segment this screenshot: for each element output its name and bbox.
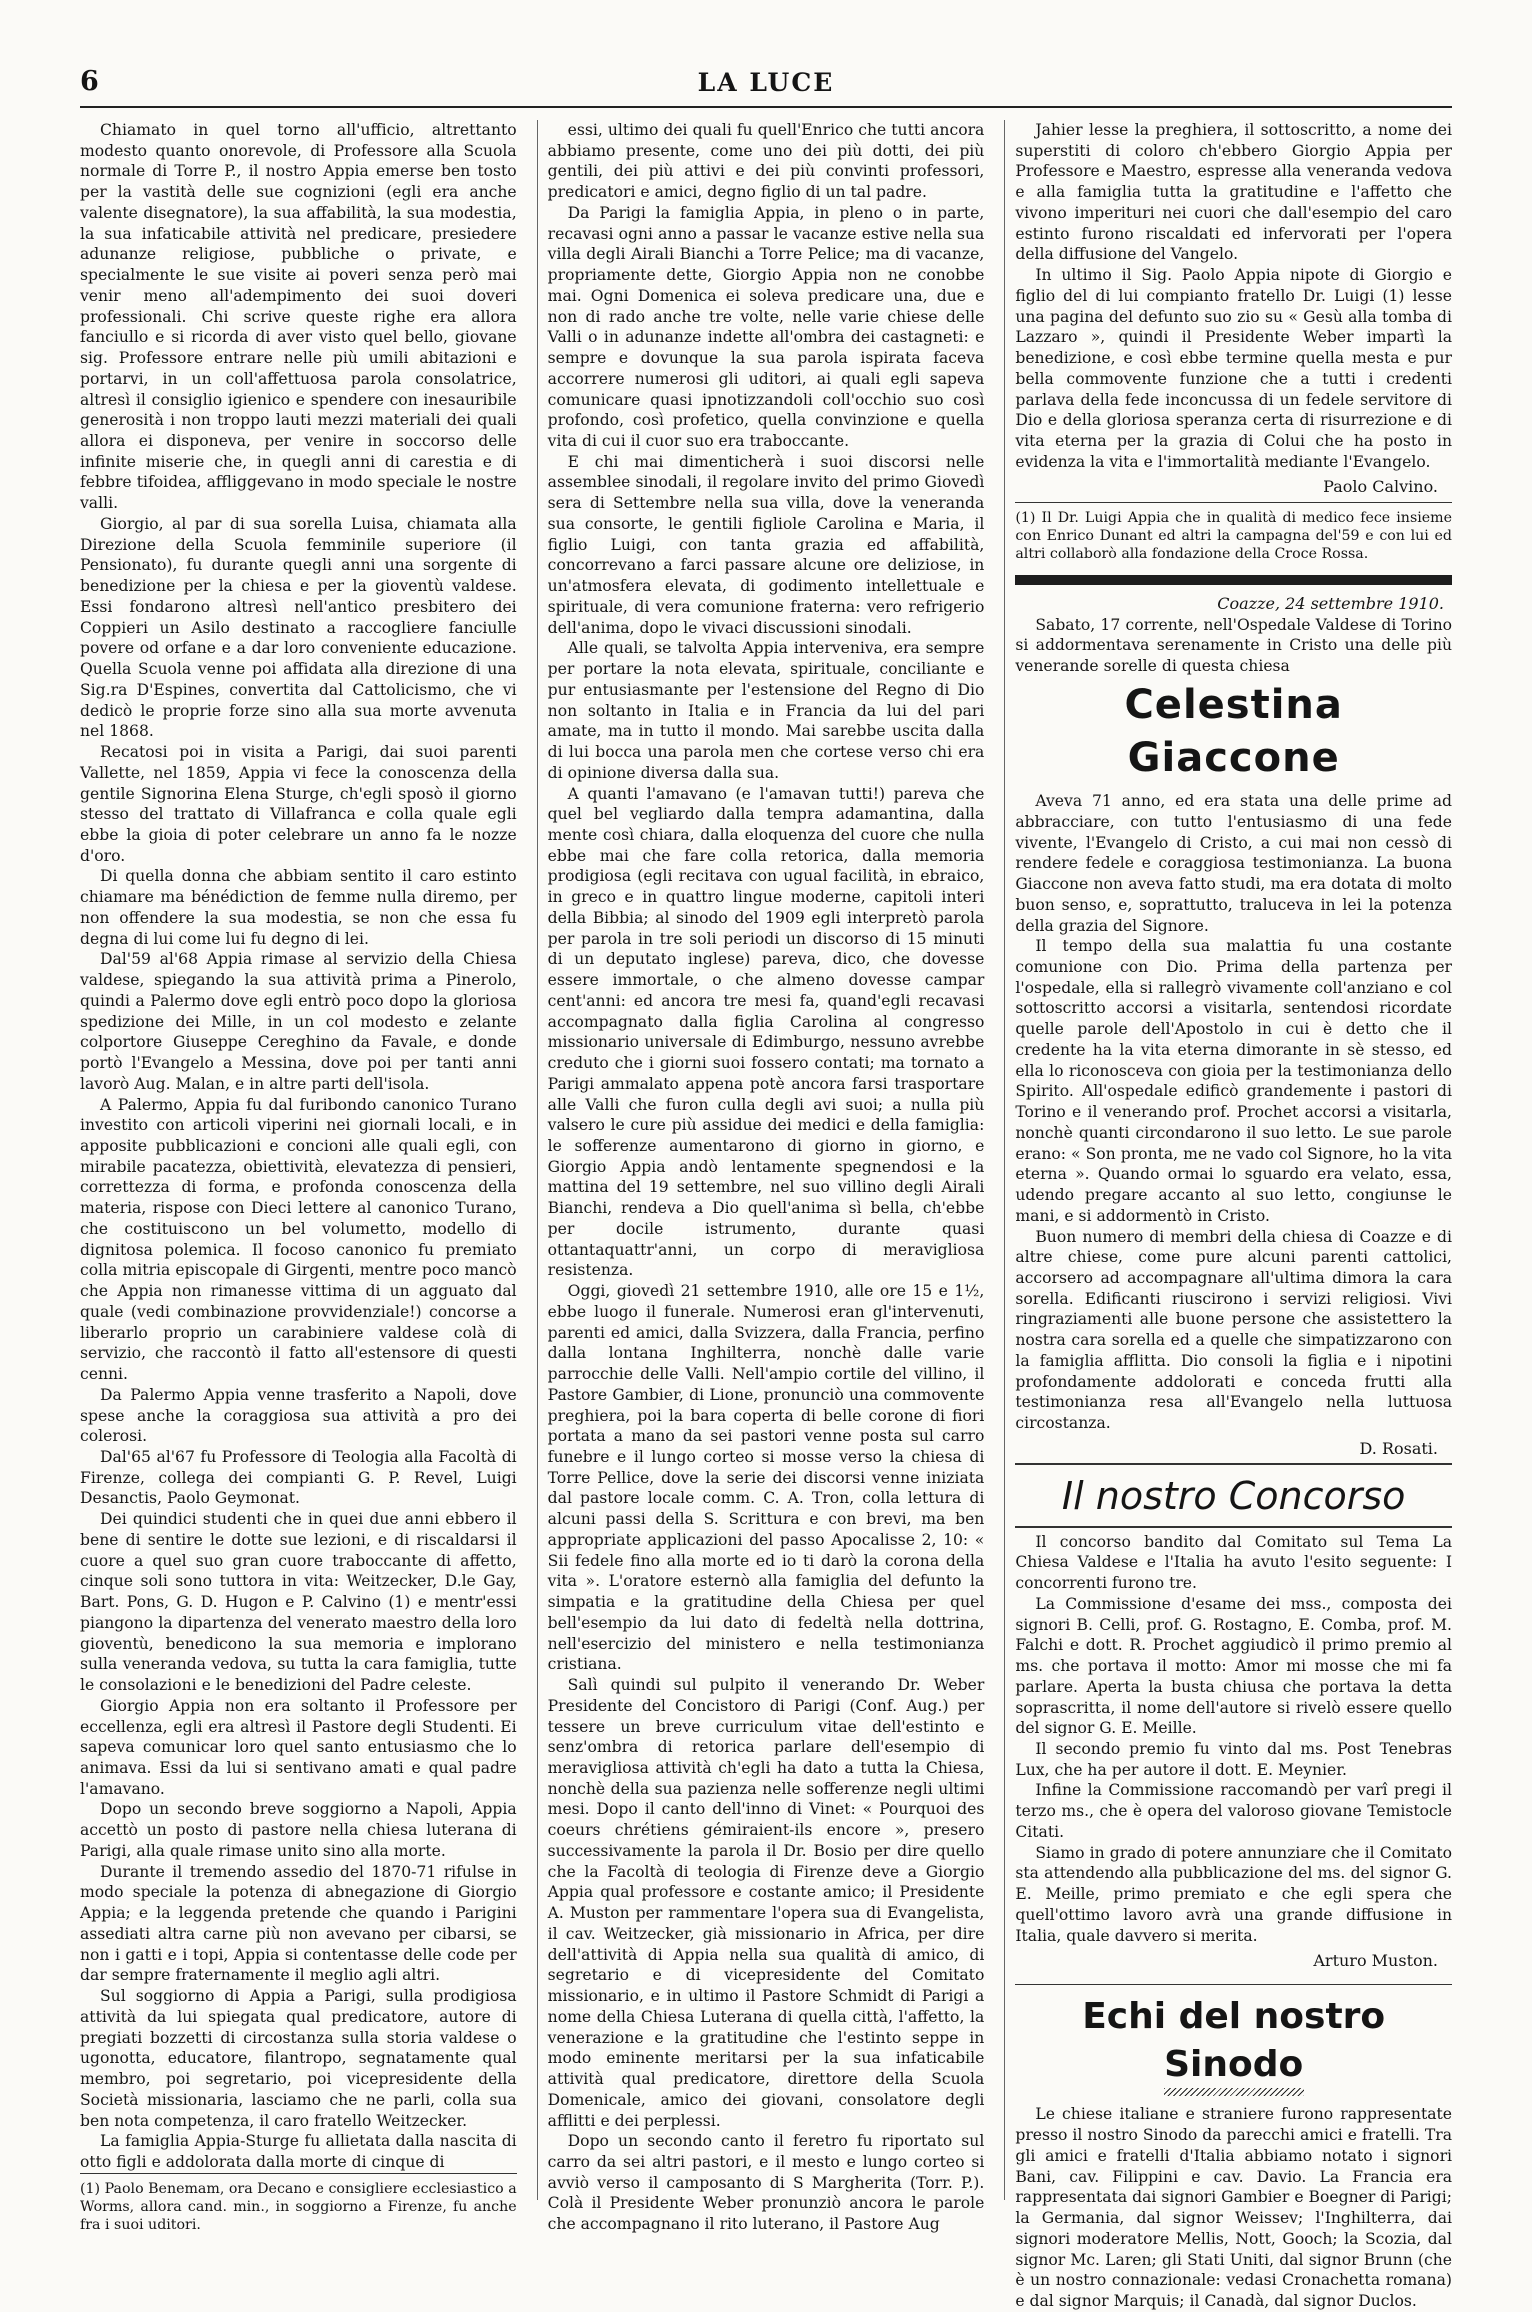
section-divider — [1015, 1984, 1452, 1985]
paragraph: Dei quindici studenti che in quei due anni ebbero il bene di sentire le dotte sue lezioni, e di riscaldarsi il cuore a quel suo gran cuore traboccante di affetto, cinque soli sono tuttora in vita: Weitzecker, D.le Gay, Bart. Pons, G. D. Hugon e P. Calvino (1) e mentr'essi piangono la dipartenza del venerato maestro della loro gioventù, benedicono la sua memoria e implorano sulla veneranda vedova, su tutta la cara famiglia, tutte le consolazioni e le benedizioni del Padre celeste. — [80, 1510, 517, 1695]
section-divider — [1015, 575, 1452, 585]
signature: Arturo Muston. — [1313, 1951, 1439, 1971]
obituary-name: Celestina Giaccone — [1124, 681, 1343, 781]
paragraph: essi, ultimo dei quali fu quell'Enrico che tutti ancora abbiamo presente, come uno dei più dotti, dei più gentili, dei più attivi e dei più convinti professori, predicatori e amici, degno figlio di un tal padre. — [547, 121, 985, 202]
paragraph: Alle quali, se talvolta Appia interveniva, era sempre per portare la nota elevata, spirituale, conciliante e pur entusiasmante per l'estensione del Regno di Dio non soltanto in Italia e in Francia da lui del pari amate, ma in tutto il mondo. Mai sarebbe uscita dalla di lui bocca una parola men che cortese verso chi era di opinione diversa dalla sua. — [547, 639, 985, 782]
obituary-dateline: Coazze, 24 settembre 1910. — [1217, 594, 1445, 614]
paragraph: A quanti l'amavano (e l'amavan tutti!) pareva che quel bel vegliardo dalla tempra adamantina, dalla mente così chiara, dalla eloquenza del cuore che nulla ebbe mai che fare colla retorica, dalla memoria prodigiosa (egli recitava con ugual facilità, in ebraico, in greco e in quattro lingue moderne, capitoli interi della Bibbia; al sinodo del 1909 egli interpretò parola per parola in tre soli periodi un discorso di 15 minuti di un deputato inglese) pareva, dico, che dovesse essere immortale, o che almeno dovesse campar cent'anni: ed ancora tre mesi fa, quand'egli recavasi accompagnato dalla figlia Carolina al congresso missionario universale di Edimburgo, nessuno avrebbe creduto che i giorni suoi fossero contati; ma tornato a Parigi ammalato appena potè ancora farsi trasportare alle Valli che furon culla degli avi suoi; a nulla più valsero le cure più assidue dei medici e della famiglia: le sofferenze aumentarono di giorno in giorno, e Giorgio Appia andò lentamente spegnendosi e la mattina del 19 settembre, nel suo villino degli Airali Bianchi, rendeva a Dio quell'anima sì bella, ch'ebbe per docile istrumento, durante quasi ottantaquattr'anni, un corpo di meravigliosa resistenza. — [547, 784, 985, 1280]
obituary-intro: Sabato, 17 corrente, nell'Ospedale Valdese di Torino si addormentava serenamente in Cristo una delle più venerande sorelle di questa chiesa — [1015, 615, 1453, 675]
section-title: Il nostro Concorso — [1061, 1474, 1406, 1519]
paragraph: Dal'65 al'67 fu Professore di Teologia alla Facoltà di Firenze, collega dei compianti G. P. Revel, Luigi Desanctis, Paolo Geymonat. — [80, 1448, 517, 1508]
page-number: 6 — [80, 66, 99, 97]
paragraph: Dal'59 al'68 Appia rimase al servizio della Chiesa valdese, spiegando la sua attività prima a Pinerolo, quindi a Palermo dove egli entrò poco dopo la gloriosa spedizione dei Mille, in un col modesto e zelante colportore Giuseppe Cereghino da Favale, e donde portò l'Evangelo a Messina, dove poi per tanti anni lavorò Aug. Malan, e in altre parti dell'isola. — [80, 950, 517, 1093]
paragraph: Dopo un secondo breve soggiorno a Napoli, Appia accettò un posto di pastore nella chiesa luterana di Parigi, alla quale rimase unito sino alla morte. — [80, 1800, 517, 1860]
paragraph: Le chiese italiane e straniere furono rappresentate presso il nostro Sinodo da parecchi amici e fratelli. Tra gli amici e fratelli d'Italia abbiamo notato i signori Bani, cav. Filippini e cav. Davio. La Francia era rappresentata dai signori Gambier e Boegner di Parigi; la Germania, dal signor Weissev; l'Inghilterra, dai signori moderatore Mellis, Nott, Gooch; la Scozia, dal signor Mc. Laren; gli Stati Uniti, dal signor Brunn (che è un nostro connazionale: vedasi Cronachetta romana) e dal signor Marquis; il Canadà, dal signor Duclos. — [1015, 2105, 1453, 2310]
section-title: Echi del nostro Sinodo — [1082, 1995, 1386, 2085]
paragraph: Infine la Commissione raccomandò per varî pregi il terzo ms., che è opera del valoroso giovane Temistocle Citati. — [1015, 1781, 1453, 1841]
wavy-ornament — [1164, 2088, 1304, 2096]
page-header — [80, 62, 1452, 108]
paragraph: Jahier lesse la preghiera, il sottoscritto, a nome dei superstiti di coloro ch'ebbero Giorgio Appia per Professore e Maestro, espresse alla veneranda vedova e alla famiglia tutta la gratitudine e l'affetto che vivono imperituri nei cuori che dall'esempio del caro estinto furono riscaldati ed infervorati per l'opera della diffusione del Vangelo. — [1015, 121, 1453, 264]
paragraph: A Palermo, Appia fu dal furibondo canonico Turano investito con articoli viperini nei giornali locali, e in apposite pubblicazioni e concioni alle quali egli, con mirabile pacatezza, obiettività, elevatezza di pensieri, correttezza di forma, e profonda conoscenza della materia, rispose con Dieci lettere al canonico Turano, che costituiscono un bel volumetto, modello di dignitosa polemica. Il focoso canonico fu premiato colla mitria episcopale di Girgenti, mentre poco mancò che Appia non rimanesse vittima di un agguato dal quale (vedi combinazione provvidenziale!) concorse a liberarlo proprio un carabiniere valdese colà di servizio, che raccontò il fatto all'estensore di questi cenni. — [80, 1095, 517, 1384]
signature: D. Rosati. — [1359, 1438, 1439, 1458]
paragraph: Il tempo della sua malattia fu una costante comunione con Dio. Prima della partenza per l'ospedale, ella si rallegrò vivamente coll'anziano e col sottoscritto accorsi a visitarla, sentendosi ricordate quelle parole dell'Apostolo in cui è detto che il credente ha la vita eterna dimorante in sè stesso, ed ella lo riconosceva con gioia per la testimonianza dello Spirito. All'ospedale edificò grandemente i pastori di Torino e il venerando prof. Prochet accorsi a visitarla, nonchè quanti circondarono il suo letto. Le sue parole erano: « Son pronta, me ne vado col Signore, ho la vita eterna ». Quando ormai lo sguardo era velato, essa, udendo pregare accanto al suo letto, congiunse le mani, e si addormentò in Cristo. — [1015, 937, 1453, 1225]
paragraph: Salì quindi sul pulpito il venerando Dr. Weber Presidente del Concistoro di Parigi (Conf. Aug.) per tessere un breve curriculum vitae dell'estinto e senz'ombra di retorica parlare dell'esempio di meravigliosa attività ch'egli ha dato a tutta la Chiesa, nonchè della sua pazienza nelle sofferenze negli ultimi mesi. Dopo il canto dell'inno di Vinet: « Pourquoi des coeurs chrétiens gémiraient-ils encore », presero successivamente la parola il Dr. Bosio per dire quello che la Facoltà di teologia di Firenze deve a Giorgio Appia qual professore e costante amico; il Presidente A. Muston per rammentare l'opera sua di Evangelista, il cav. Weitzecker, già missionario in Africa, per dire dell'attività di Appia nella sua qualità di amico, di segretario e di vicepresidente del Comitato missionario, e in ultimo il Pastore Schmidt di Parigi a nome della Chiesa Luterana di quella città, l'affetto, la venerazione e la gratitudine che l'estinto seppe in modo eminente meritarsi per la sua infaticabile attività qual predicatore, direttore della Scuola Domenicale, amico dei giovani, consolatore degli afflitti e dei perplessi. — [547, 1676, 985, 2130]
footnote: (1) Paolo Benemam, ora Decano e consigliere ecclesiastico a Worms, allora cand. min., in soggiorno a Firenze, fu anche fra i suoi uditori. — [80, 2173, 517, 2235]
paragraph: Di quella donna che abbiam sentito il caro estinto chiamare ma bénédiction de femme nulla diremo, per non offendere la sua modestia, se non che essa fu degna di lui come lui fu degno di lei. — [80, 867, 517, 948]
paragraph: Siamo in grado di potere annunziare che il Comitato sta attendendo alla pubblicazione del ms. del signor G. E. Meille, primo premiato e che egli spera che quell'ottimo lavoro avrà una grande diffusione in Italia, quale davvero si merita. — [1015, 1843, 1453, 1945]
paragraph: La famiglia Appia-Sturge fu allietata dalla nascita di otto figli e addolorata dalla morte di cinque di — [80, 2132, 517, 2171]
paragraph: Giorgio Appia non era soltanto il Professore per eccellenza, egli era altresì il Pastore degli Studenti. Ei sapeva comunicar loro quel santo entusiasmo che lo animava. Essi da lui si sentivano amati e qual padre l'amavano. — [80, 1696, 517, 1798]
paragraph: Dopo un secondo canto il feretro fu riportato sul carro da sei altri pastori, e il mesto e lungo corteo si avviò verso il camposanto di S Margherita (Torr. P.). Colà il Presidente Weber pronunziò ancora le parole che accompagnano il rito luterano, il Pastore Aug — [547, 2132, 985, 2234]
paragraph: Da Palermo Appia venne trasferito a Napoli, dove spese anche la coraggiosa sua attività a pro dei colerosi. — [80, 1385, 517, 1446]
columns — [80, 120, 1453, 2310]
section-divider — [1015, 1463, 1452, 1465]
paragraph: La Commissione d'esame dei mss., composta dei signori B. Celli, prof. G. Rostagno, E. Comba, prof. M. Falchi e dott. R. Prochet aggiudicò il primo premio al ms. che portava il motto: Amor mi mosse che mi fa parlare. Aperta la busta chiusa che portava la detta soprascritta, il nome dell'autore si rivelò essere quello del signor G. E. Meille. — [1015, 1594, 1453, 1738]
masthead-title: LA LUCE — [697, 68, 835, 97]
signature: Paolo Calvino. — [1323, 477, 1439, 497]
footnote: (1) Il Dr. Luigi Appia che in qualità di medico fece insieme con Enrico Dunant ed altri la campagna del'59 e con lui ed altri collaborò alla fondazione della Croce Rossa. — [1015, 502, 1452, 564]
column-3 — [1004, 120, 1453, 2310]
column-1 — [80, 120, 517, 2234]
paragraph: Il concorso bandito dal Comitato sul Tema La Chiesa Valdese e l'Italia ha avuto l'esito seguente: I concorrenti furono tre. — [1015, 1532, 1453, 1593]
paragraph: E chi mai dimenticherà i suoi discorsi nelle assemblee sinodali, il regolare invito del primo Giovedì sera di Settembre nella sua villa, dove la veneranda sua consorte, le gentili figliole Carolina e Maria, il figlio Luigi, con tanta grazia ed affabilità, concorrevano a farci passare alcune ore deliziose, in un'atmosfera elevata, di godimento intellettuale e spirituale, di vera comunione fraterna: vero refrigerio dell'anima, dopo le vivaci discussioni sinodali. — [547, 452, 985, 637]
paragraph: In ultimo il Sig. Paolo Appia nipote di Giorgio e figlio del di lui compianto fratello Dr. Luigi (1) lesse una pagina del defunto suo zio su « Gesù alla tomba di Lazzaro », quindi il Presidente Weber impartì la benedizione, e così ebbe termine quella mesta e pur bella commovente funzione che a tutti i credenti parlava della fede inconcussa di un fedele servitore di Dio e della gloriosa speranza certa di risurrezione e di vita eterna per la grazia di Colui che ha posto in evidenza la vita e l'immortalità mediante l'Evangelo. — [1015, 266, 1453, 471]
paragraph: Giorgio, al par di sua sorella Luisa, chiamata alla Direzione della Scuola femminile superiore (il Pensionato), fu durante quegli anni una sorgente di benedizione per la chiesa e per la gioventù valdese. Essi fondarono altresì nell'antico presbitero dei Coppieri un Asilo destinato a raccogliere fanciulle povere od orfane e a dar loro conveniente educazione. Quella Scuola venne poi affidata alla direzione di una Sig.ra D'Espines, convertita dal Cattolicismo, che vi dedicò le proprie forze sino alla sua morte avvenuta nel 1868. — [80, 514, 517, 741]
paragraph: Durante il tremendo assedio del 1870-71 rifulse in modo speciale la potenza di abnegazione di Giorgio Appia; e la leggenda pretende che quando i Parigini assediati altra carne più non avevano per cibarsi, se non i gatti e i topi, Appia si contentasse delle code per dar sempre fraternamente il meglio agli altri. — [80, 1862, 517, 1985]
paragraph: Sul soggiorno di Appia a Parigi, sulla prodigiosa attività da lui spiegata qual predicatore, autore di pregiati bozzetti di circostanza sulla storia valdese o ugonotta, educatore, filantropo, segnatamente qual membro, poi segretario, poi vicepresidente della Società missionaria, lasciamo che ne parli, colla sua ben nota competenza, il caro fratello Weitzecker. — [80, 1987, 517, 2130]
paragraph: Da Parigi la famiglia Appia, in pleno o in parte, recavasi ogni anno a passar le vacanze estive nella sua villa degli Airali Bianchi a Torre Pelice; ma di vacanze, propriamente dette, Giorgio Appia non ne conobbe mai. Ogni Domenica ei soleva predicare una, due e non di rado anche tre volte, nelle varie chiese delle Valli o in adunanze indette all'ombra dei castagneti: e sempre e dovunque la sua parola ispirata faceva accorrere numerosi gli uditori, ai quali egli sapeva comunicare quasi ipnotizzandoli coll'occhio suo così profondo, così profetico, quella convinzione e quella vita di cui il cuor suo era traboccante. — [547, 203, 985, 451]
paragraph: Il secondo premio fu vinto dal ms. Post Tenebras Lux, che ha per autore il dott. E. Meynier. — [1015, 1740, 1453, 1779]
paragraph: Oggi, giovedì 21 settembre 1910, alle ore 15 e 1½, ebbe luogo il funerale. Numerosi eran gl'intervenuti, parenti ed amici, dalla Svizzera, dalla Francia, perfino dalla lontana Inghilterra, nonchè dalle varie parrocchie delle Valli. Nell'ampio cortile del villino, il Pastore Gambier, di Lione, pronunciò una commovente preghiera, poi la bara coperta di belle corone di fiori portata a mano da sei pastori venne posta sul carro funebre e il lungo corteo si mosse verso la chiesa di Torre Pellice, dove la serie dei discorsi venne iniziata dal pastore locale comm. C. A. Tron, colla lettura di alcuni passi della S. Scrittura e con brevi, ma ben appropriate applicazioni del passo Apocalisse 2, 10: « Sii fedele fino alla morte ed io ti darò la corona della vita ». L'oratore esternò alla famiglia del defunto la simpatia e la gratitudine della Chiesa per quel bell'esempio da lui dato di fedeltà nella dottrina, nell'esercizio del ministero e nella testimonianza cristiana. — [547, 1282, 985, 1674]
paragraph: Buon numero di membri della chiesa di Coazze e di altre chiese, come pure alcuni parenti cattolici, accorsero ad accompagnare all'ultima dimora la cara sorella. Edificanti riuscirono i servizi religiosi. Vivi ringraziamenti alle buone persone che assistettero la nostra cara sorella ed a quelle che simpatizzarono con la famiglia afflitta. Dio consoli la figlia e i nipotini profondamente addolorati e conceda frutti alla testimonianza resa all'Evangelo nella luttuosa circostanza. — [1015, 1227, 1453, 1433]
column-2 — [537, 120, 985, 2234]
paragraph: Chiamato in quel torno all'ufficio, altrettanto modesto quanto onorevole, di Professore alla Scuola normale di Torre P., il nostro Appia emerse ben tosto per la vastità delle sue cognizioni (egli era anche valente disegnatore), la sua affabilità, la sua modestia, la sua infaticabile attività nel predicare, presiedere adunanze religiose, pubbliche o private, e specialmente le sue visite ai poveri senza però mai venir meno all'adempimento dei suoi doveri professionali. Chi scrive queste righe era allora fanciullo e si ricorda di aver visto quel bello, giovane sig. Professore entrare nelle più umili abitazioni e portarvi, in un coll'affettuosa parola consolatrice, altresì il consiglio igienico e spendere con inesauribile generosità i non troppo lauti mezzi materiali dei quali allora ei disponeva, per venire in soccorso delle infinite miserie che, in quegli anni di carestia e di febbre tifoidea, affliggevano in modo speciale le nostre valli. — [80, 121, 517, 513]
paragraph: Recatosi poi in visita a Parigi, dai suoi parenti Vallette, nel 1859, Appia vi fece la conoscenza della gentile Signorina Elena Sturge, ch'egli sposò il giorno stesso del trattato di Villafranca e colla quale egli ebbe la gioia di poter celebrare un anno fa le nozze d'oro. — [80, 743, 517, 865]
section-divider — [1015, 1526, 1452, 1528]
paragraph: Aveva 71 anno, ed era stata una delle prime ad abbracciare, con tutto l'entusiasmo di una fede vivente, l'Evangelo di Cristo, a cui mai non cessò di rendere fedele e coraggiosa testimonianza. La buona Giaccone non aveva fatto studi, ma era dotata di molto buon senso, e, soprattutto, traluceva in lei la potenza della grazia del Signore. — [1015, 792, 1453, 935]
